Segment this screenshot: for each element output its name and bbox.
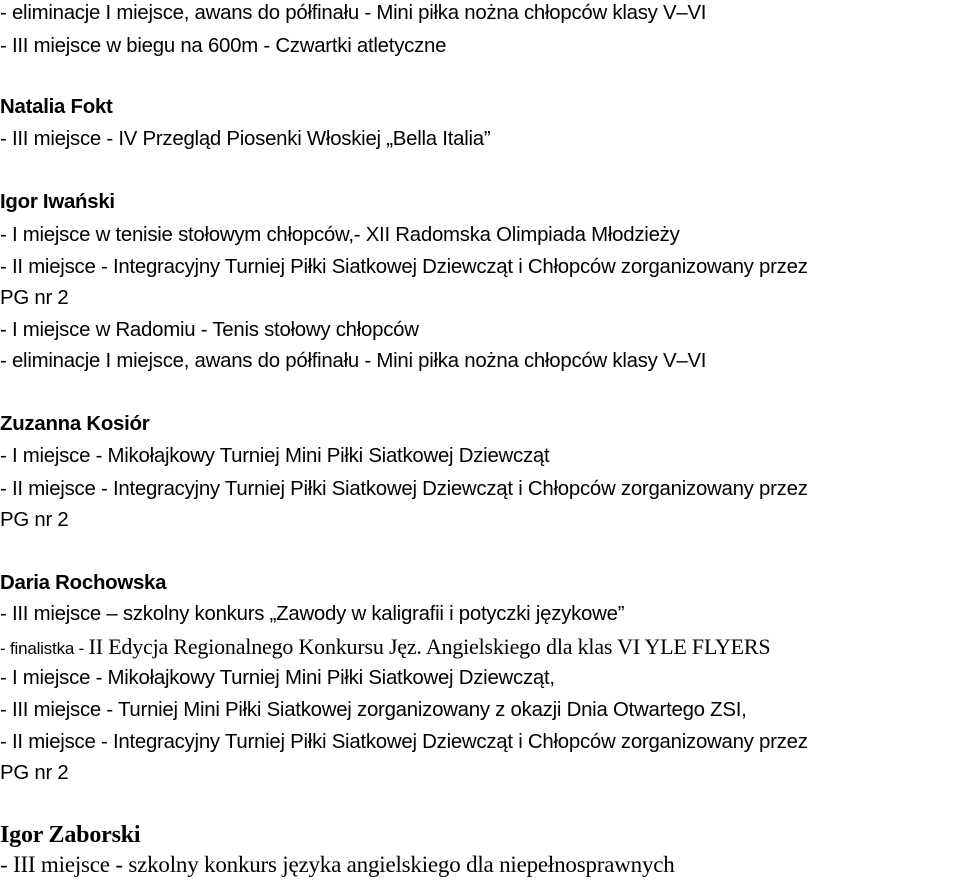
award-line: - II miejsce - Integracyjny Turniej Piłki Siatkowej Dziewcząt i Chłopców zorganizowany przez xyxy=(0,256,808,278)
award-prefix: - finalistka - xyxy=(0,639,89,658)
award-line: - III miejsce - szkolny konkurs języka angielskiego dla niepełnosprawnych xyxy=(0,852,675,877)
student-name: Igor Iwański xyxy=(0,191,115,213)
student-name: Natalia Fokt xyxy=(0,96,113,118)
student-name: Zuzanna Kosiór xyxy=(0,413,150,435)
award-line: - III miejsce - Turniej Mini Piłki Siatkowej zorganizowany z okazji Dnia Otwartego ZSI, xyxy=(0,699,747,721)
student-name: Igor Zaborski xyxy=(0,822,141,848)
award-line: - III miejsce – szkolny konkurs „Zawody w kaligrafii i potyczki językowe” xyxy=(0,603,625,625)
award-line: - eliminacje I miejsce, awans do półfinału - Mini piłka nożna chłopców klasy V–VI xyxy=(0,2,707,24)
award-line: - eliminacje I miejsce, awans do półfinału - Mini piłka nożna chłopców klasy V–VI xyxy=(0,350,707,372)
award-line: - III miejsce w biegu na 600m - Czwartki atletyczne xyxy=(0,35,447,57)
award-line: PG nr 2 xyxy=(0,287,69,309)
award-line: - II miejsce - Integracyjny Turniej Piłki Siatkowej Dziewcząt i Chłopców zorganizowany przez xyxy=(0,478,808,500)
award-line: PG nr 2 xyxy=(0,762,69,784)
student-name: Daria Rochowska xyxy=(0,572,167,594)
award-line: PG nr 2 xyxy=(0,509,69,531)
award-line: - I miejsce - Mikołajkowy Turniej Mini Piłki Siatkowej Dziewcząt, xyxy=(0,667,555,689)
award-line: - I miejsce w tenisie stołowym chłopców,- XII Radomska Olimpiada Młodzieży xyxy=(0,224,680,246)
award-line: - I miejsce - Mikołajkowy Turniej Mini Piłki Siatkowej Dziewcząt xyxy=(0,445,550,467)
award-line: - I miejsce w Radomiu - Tenis stołowy chłopców xyxy=(0,319,419,341)
award-line xyxy=(0,634,770,662)
award-title-serif: II Edycja Regionalnego Konkursu Jęz. Angielskiego dla klas VI YLE FLYERS xyxy=(88,634,771,659)
award-line: - III miejsce - IV Przegląd Piosenki Włoskiej „Bella Italia” xyxy=(0,128,491,150)
award-line: - II miejsce - Integracyjny Turniej Piłki Siatkowej Dziewcząt i Chłopców zorganizowany przez xyxy=(0,731,808,753)
